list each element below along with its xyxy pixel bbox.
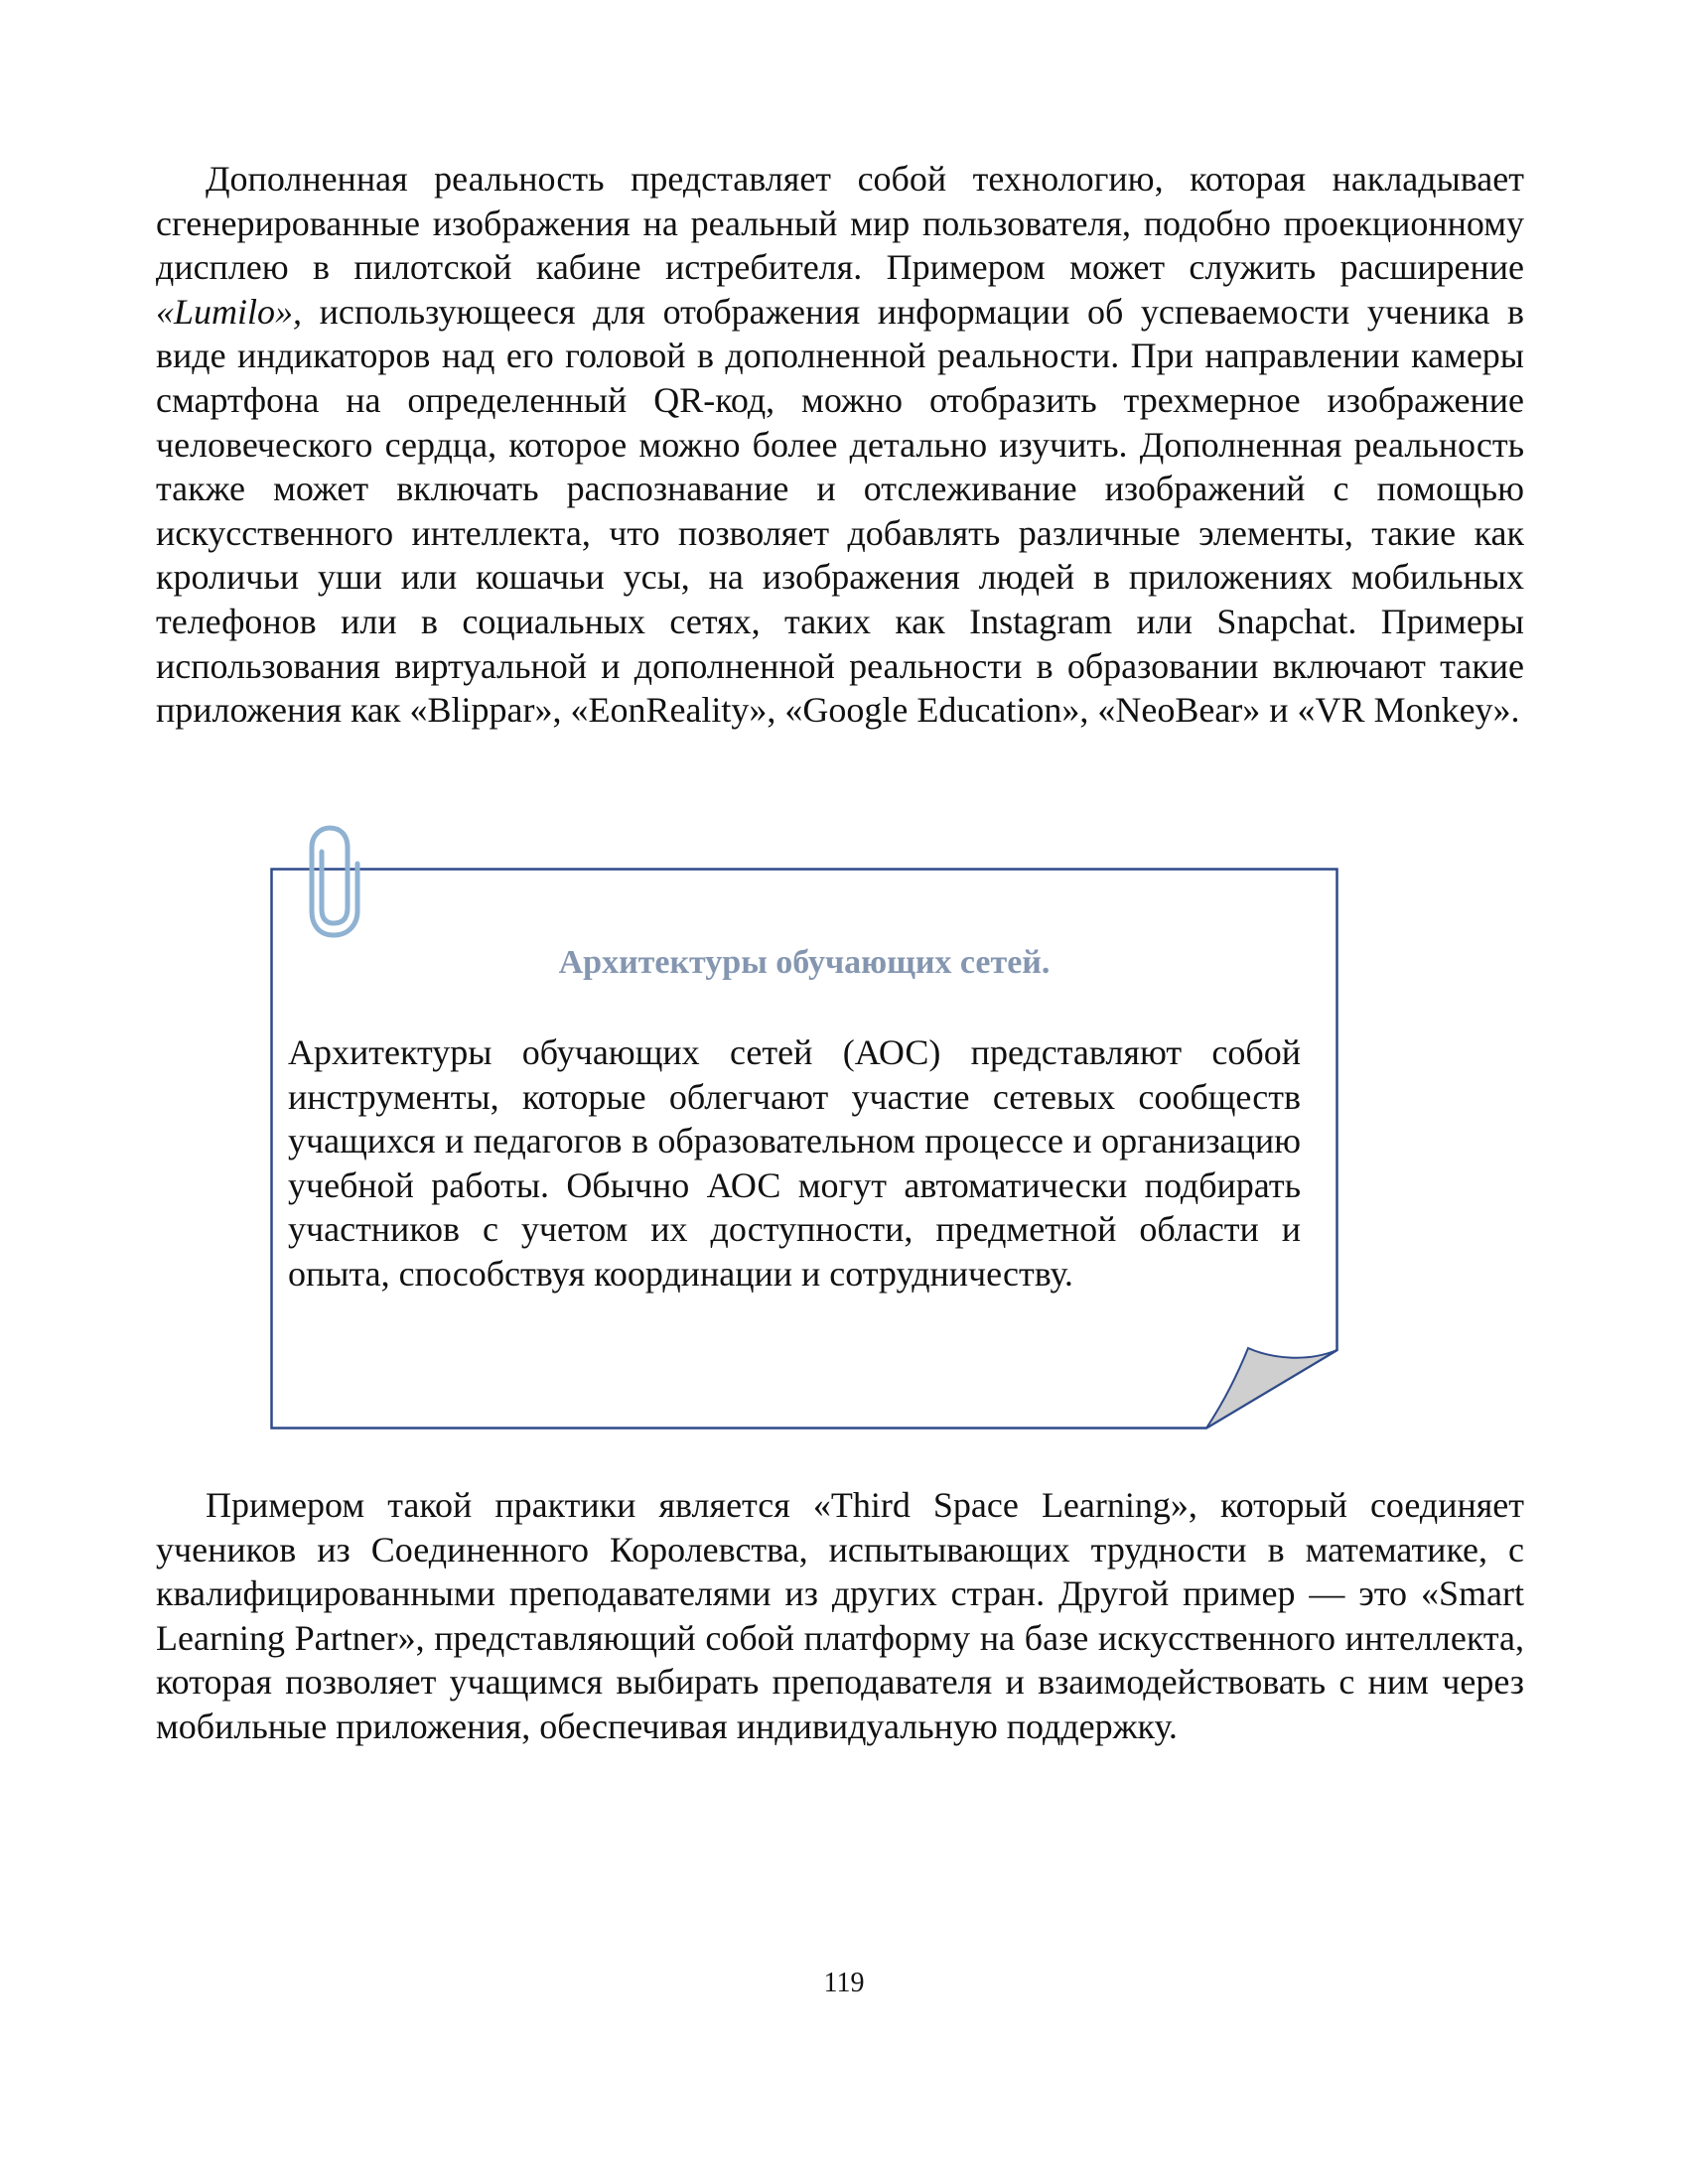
paragraph1-text-end: использующееся для отображения информации об успеваемости ученика в виде индикаторов над его головой в дополненной реальности. При направлении камеры смартфона на определенный QR-код, можно отобразить трехмерное изображение человеческого сердца, которое можно более детально изучить. Дополненная реальность также может включать распознавание и отслеживание изображений с помощью искусственного интеллекта, что позволяет добавлять различные элементы, такие как кроличьи уши или кошачьи усы, на изображения людей в приложениях мобильных телефонов или в социальных сетях, таких как Instagram или Snapchat. Примеры использования виртуальной и дополненной реальности в образовании включают такие приложения как «Blippar», «EonReality», «Google Education», «NeoBear» и «VR Monkey». [156,291,1524,731]
note-callout [270,868,1338,1430]
paragraph-examples: Примером такой практики является «Third Space Learning», который соединяет учеников из Соединенного Королевства, испытывающих трудности в математике, с квалифицированными преподавателями из других стран. Другой пример — это «Smart Learning Partner», представляющий собой платформу на базе искусственного интеллекта, которая позволяет учащимся выбирать преподавателя и взаимодействовать с ним через мобильные приложения, обеспечивая индивидуальную поддержку. [156,1485,1524,1746]
note-body: Архитектуры обучающих сетей (АОС) представляют собой инструменты, которые облегчают участие сетевых сообществ учащихся и педагогов в образовательном процессе и организацию учебной работы. Обычно АОС могут автоматически подбирать участников с учетом их доступности, предметной области и опыта, способствуя координации и сотрудничеству. [288,1032,1301,1294]
paragraph-augmented-reality [156,157,1524,733]
paperclip-icon [304,824,363,939]
paragraph1-text-start: Дополненная реальность представляет собой технологию, которая накладывает сгенерированные изображения на реальный мир пользователя, подобно проекционному дисплею в пилотской кабине истребителя. Примером может служить расширение [156,159,1524,288]
lumilo-emphasis: «Lumilo», [156,291,303,332]
note-title: Архитектуры обучающих сетей. [558,944,1051,981]
page-number: 119 [823,1968,865,1998]
